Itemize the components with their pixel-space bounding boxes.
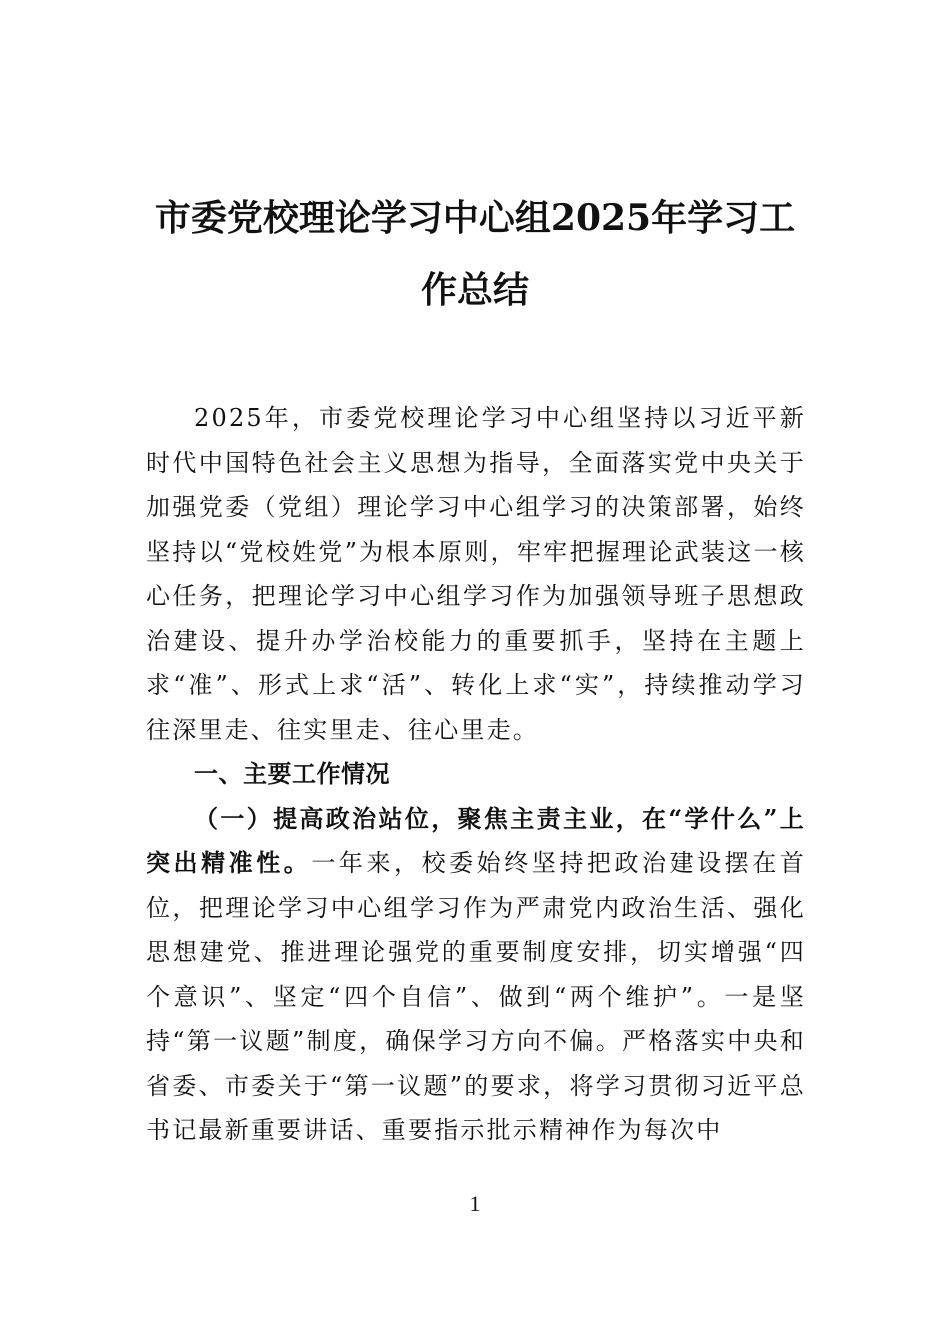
subsection-body: 一年来，校委始终坚持把政治建设摆在首位，把理论学习中心组学习作为严肃党内政治生活、强化思想建党、推进理论强党的重要制度安排，切实增强“四个意识”、坚定“四个自信”、做到“两个维护”。一是坚持“第一议题”制度，确保学习方向不偏。严格落实中央和省委、市委关于“第一议题”的要求，将学习贯彻习近平总书记最新重要讲话、重要指示批示精神作为每次中 — [146, 849, 806, 1144]
section-heading: 一、主要工作情况 — [194, 760, 390, 788]
document-body — [146, 396, 806, 1153]
document-title: 市委党校理论学习中心组2025年学习工作总结 — [154, 197, 796, 311]
subsection-paragraph — [146, 797, 806, 1153]
page-number: 1 — [469, 1191, 481, 1216]
subsection-lead: （一）提高政治站位，聚焦主责主业，在“学什么”上突出精准性。 — [146, 803, 806, 877]
intro-paragraph: 2025年，市委党校理论学习中心组坚持以习近平新时代中国特色社会主义思想为指导，全面落实党中央关于加强党委（党组）理论学习中心组学习的决策部署，始终坚持以“党校姓党”为根本原则，牢牢把握理论武装这一核心任务，把理论学习中心组学习作为加强领导班子思想政治建设、提升办学治校能力的重要抓手，坚持在主题上求“准”、形式上求“活”、转化上求“实”，持续推动学习往深里走、往实里走、往心里走。 — [146, 404, 806, 744]
